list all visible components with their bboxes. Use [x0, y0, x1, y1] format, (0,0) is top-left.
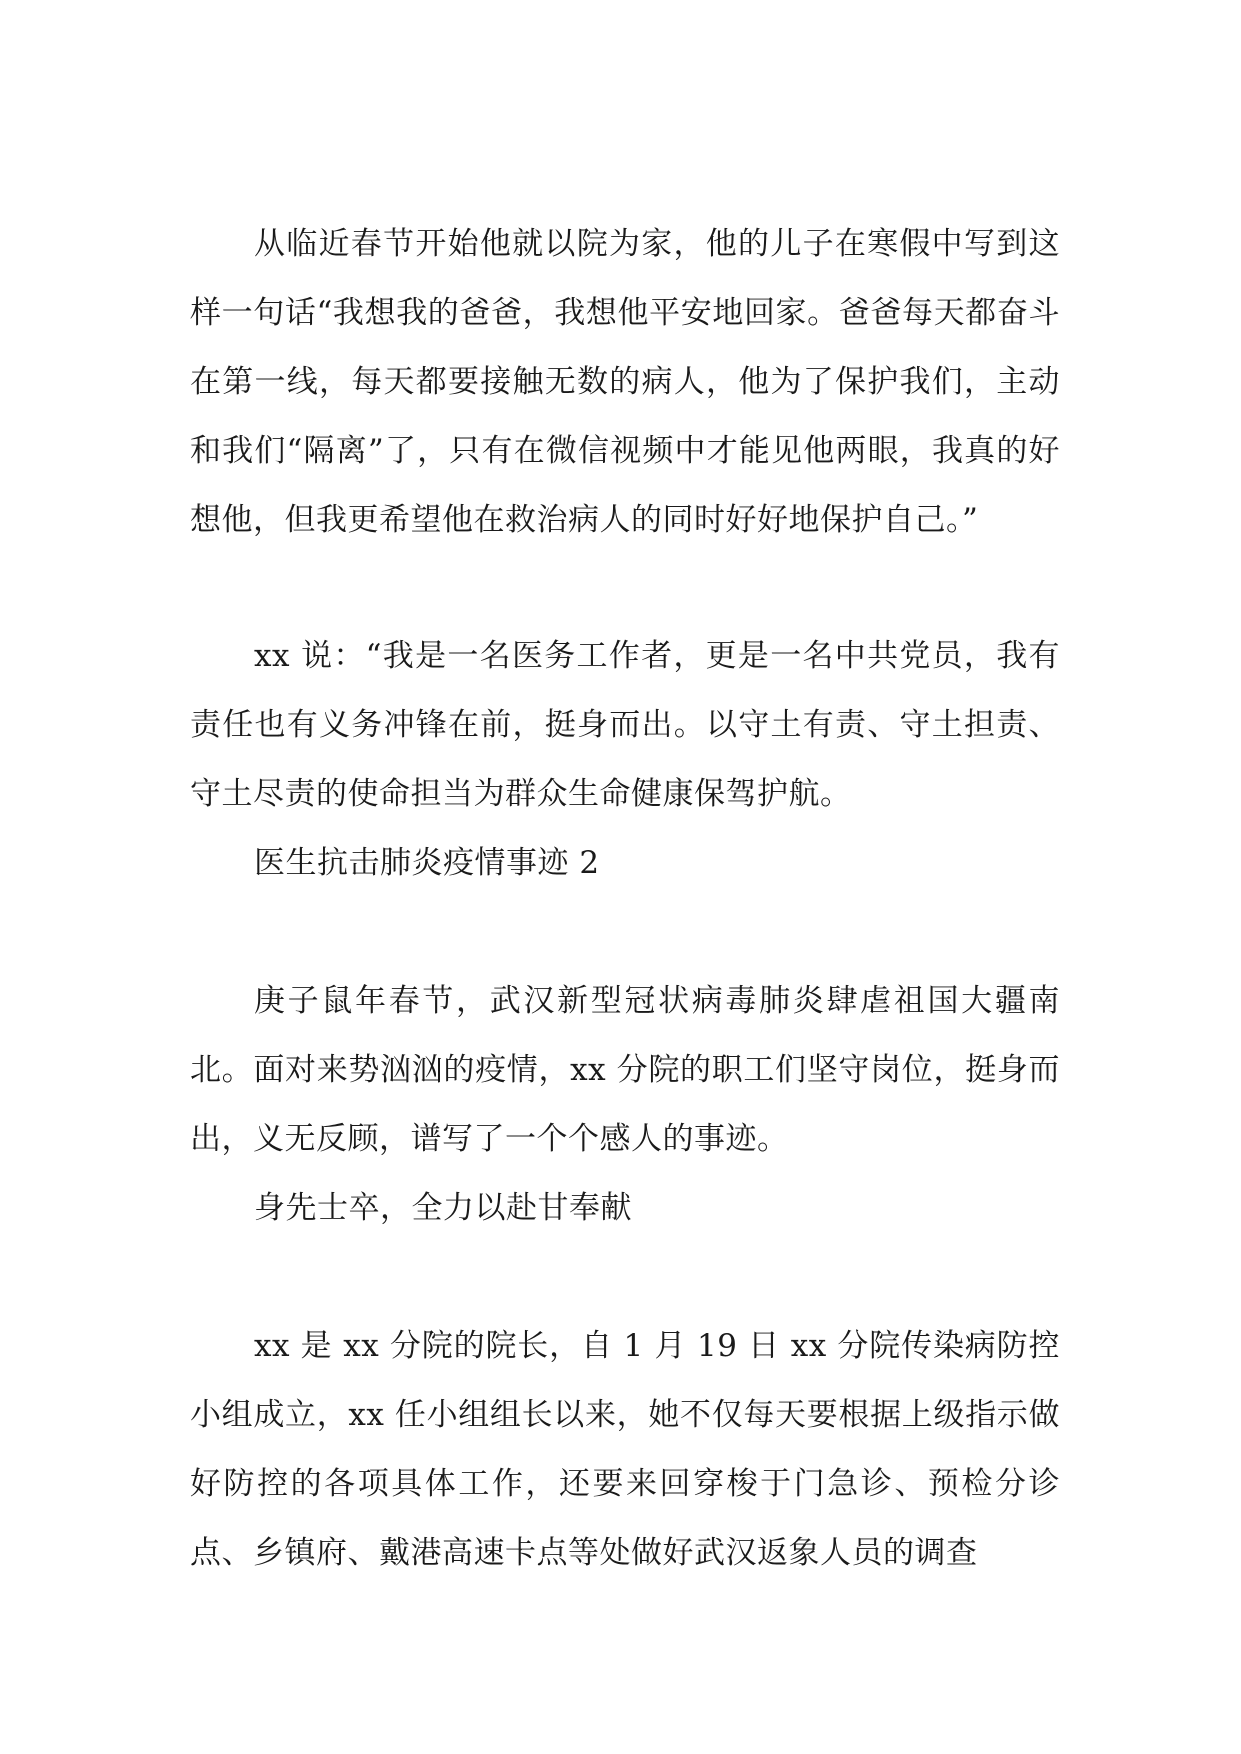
paragraph-spring-festival: 庚子鼠年春节，武汉新型冠状病毒肺炎肆虐祖国大疆南北。面对来势汹汹的疫情，xx 分院的职工们坚守岗位，挺身而出，义无反顾，谱写了一个个感人的事迹。 [190, 983, 1060, 1157]
paragraph-doctor-quote: xx 说：“我是一名医务工作者，更是一名中共党员，我有责任也有义务冲锋在前，挺身而出。以守土有责、守土担责、守土尽责的使命担当为群众生命健康保驾护航。 [190, 638, 1060, 812]
subheading-lead-by-example: 身先士卒，全力以赴甘奉献 [254, 1190, 632, 1226]
paragraph-son-letter: 从临近春节开始他就以院为家，他的儿子在寒假中写到这样一句话“我想我的爸爸，我想他平安地回家。爸爸每天都奋斗在第一线，每天都要接触无数的病人，他为了保护我们，主动和我们“隔离”了，只有在微信视频中才能见他两眼，我真的好想他，但我更希望他在救治病人的同时好好地保护自己。” [190, 226, 1060, 538]
section-heading-story-2: 医生抗击肺炎疫情事迹 2 [254, 845, 600, 881]
paragraph-branch-director: xx 是 xx 分院的院长，自 1 月 19 日 xx 分院传染病防控小组成立，xx 任小组组长以来，她不仅每天要根据上级指示做好防控的各项具体工作，还要来回穿梭于门急诊、预检分诊点、乡镇府、戴港高速卡点等处做好武汉返象人员的调查 [190, 1328, 1060, 1571]
